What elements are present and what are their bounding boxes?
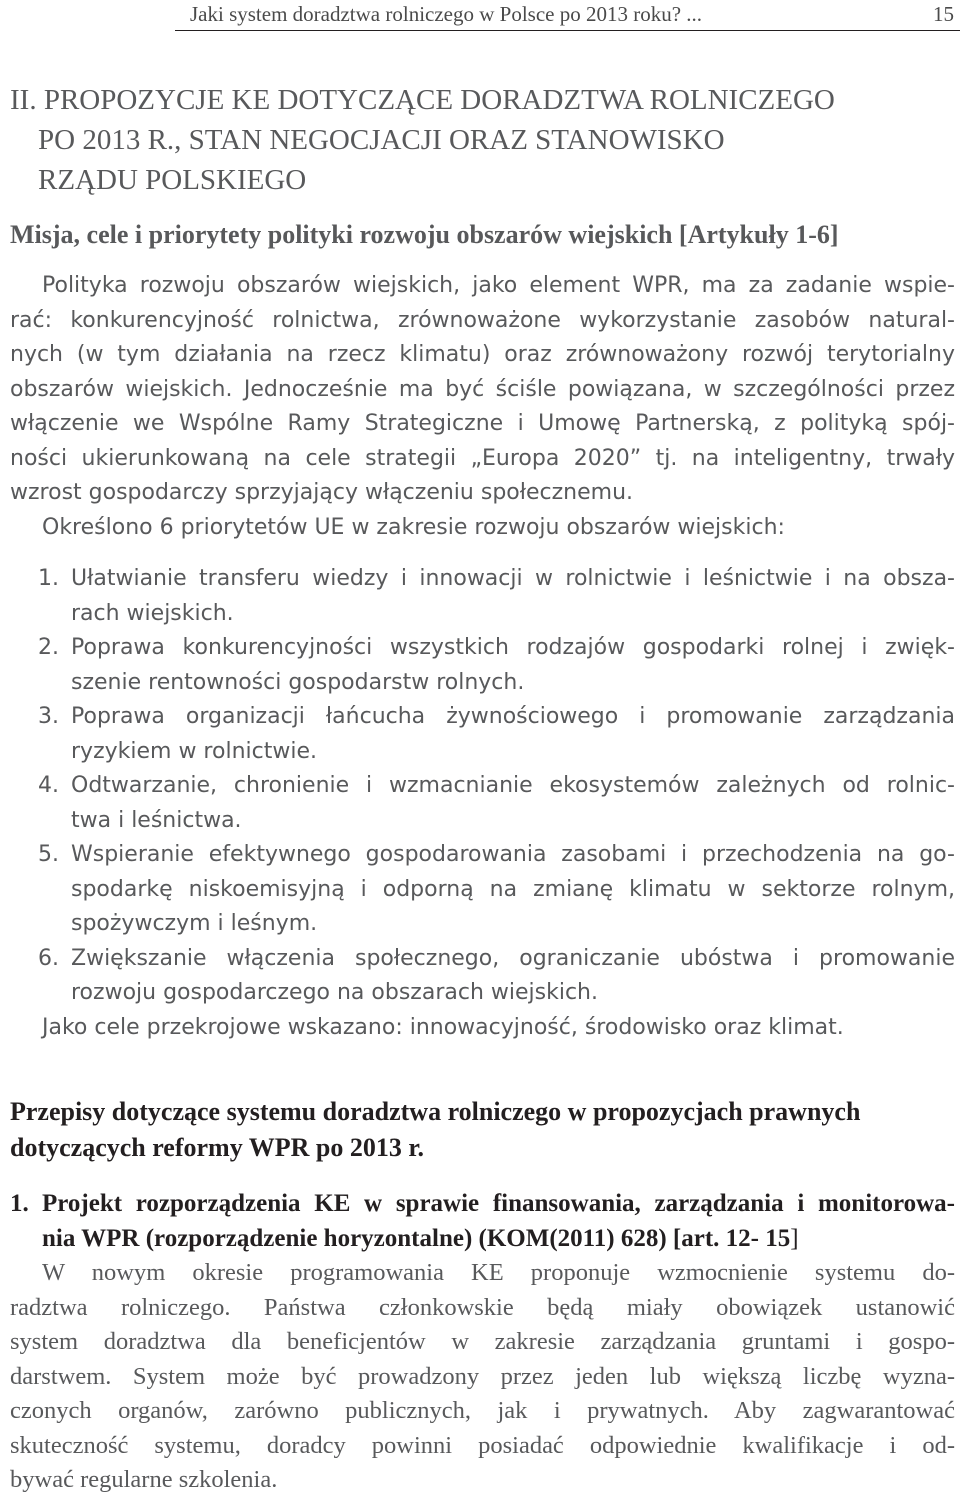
list-item-text: Zwiększanie włączenia społecznego, ograniczanie ubóstwa i promowanie	[71, 945, 955, 971]
list-item-line	[10, 700, 955, 735]
list-item	[10, 700, 955, 769]
paragraph-line: włączenie we Wspólne Ramy Strategiczne i Umowę Partnerską, z polityką spój-	[10, 411, 955, 436]
list-item-line: spodarkę niskoemisyjną i odporną na zmianę klimatu w sektorze rolnym,	[71, 876, 955, 902]
chapter-title-line: PO 2013 R., STAN NEGOCJACJI ORAZ STANOWISKO	[38, 124, 725, 156]
list-item-text: Wspieranie efektywnego gospodarowania zasobami i przechodzenia na go-	[71, 842, 955, 867]
chapter-title	[10, 80, 940, 200]
project-heading-line	[10, 1186, 955, 1221]
list-item-text: Poprawa organizacji łańcucha żywnościowego i promowanie zarządzania	[71, 704, 955, 729]
crosscutting-goals: Jako cele przekrojowe wskazano: innowacyjność, środowisko oraz klimat.	[42, 1014, 844, 1040]
list-item-number: 2.	[38, 635, 59, 660]
list-item-number: 1.	[38, 566, 59, 591]
list-item-line: rozwoju gospodarczego na obszarach wiejskich.	[71, 980, 598, 1005]
section-heading-line: dotyczących reformy WPR po 2013 r.	[10, 1133, 425, 1162]
list-item-number: 3.	[38, 704, 59, 729]
project-heading	[10, 1186, 955, 1256]
chapter-title-line: II. PROPOZYCJE KE DOTYCZĄCE DORADZTWA ROLNICZEGO	[10, 84, 835, 116]
project-heading-line	[10, 1221, 955, 1256]
list-item	[10, 562, 955, 631]
list-item-line: twa i leśnictwa.	[71, 807, 242, 833]
list-item-line: rach wiejskich.	[71, 600, 234, 626]
chapter-title-line: RZĄDU POLSKIEGO	[38, 164, 307, 196]
list-item-number: 4.	[38, 773, 59, 798]
list-item-text: Odtwarzanie, chronienie i wzmacnianie ekosystemów zależnych od rolnic-	[71, 773, 955, 798]
list-item-line	[10, 838, 955, 873]
list-item-number: 6.	[38, 945, 59, 971]
page-number: 15	[933, 2, 954, 26]
project-number: 1.	[10, 1190, 29, 1217]
list-item-line: spożywczym i leśnym.	[71, 911, 318, 936]
paragraph-line: ności ukierunkowaną na cele strategii „Europa 2020” tj. na inteligentny, trwały	[10, 445, 955, 471]
list-item	[10, 838, 955, 942]
intro-paragraph	[10, 269, 955, 545]
list-item-line: szenie rentowności gospodarstw rolnych.	[71, 669, 525, 695]
paragraph-line: radztwa rolniczego. Państwa członkowskie będą miały obowiązek ustanowić	[10, 1293, 955, 1321]
list-item-line	[10, 942, 955, 977]
list-item	[10, 631, 955, 700]
list-item-line	[10, 769, 955, 804]
section-heading-line: Przepisy dotyczące systemu doradztwa rolniczego w propozycjach prawnych	[10, 1097, 861, 1126]
body-paragraph	[10, 1256, 955, 1498]
paragraph-line: system doradztwa dla beneficjentów w zakresie zarządzania gruntami i gospo-	[10, 1328, 955, 1355]
running-header	[175, 0, 960, 31]
subsection-heading: Misja, cele i priorytety polityki rozwoju obszarów wiejskich [Artykuły 1-6]	[10, 220, 839, 249]
list-item-line	[10, 562, 955, 597]
running-header-title: Jaki system doradztwa rolniczego w Polsce po 2013 roku? ...	[190, 2, 703, 26]
paragraph-line: skuteczność systemu, doradcy powinni posiadać odpowiednie kwalifikacje i od-	[10, 1431, 955, 1459]
project-title: Projekt rozporządzenia KE w sprawie finansowania, zarządzania i monitorowa-	[42, 1190, 955, 1217]
project-title-bracket: ]	[790, 1225, 799, 1252]
priorities-intro: Określono 6 priorytetów UE w zakresie rozwoju obszarów wiejskich:	[42, 514, 785, 540]
list-item-line: ryzykiem w rolnictwie.	[71, 738, 317, 764]
paragraph-line: Polityka rozwoju obszarów wiejskich, jako element WPR, ma za zadanie wspie-	[42, 273, 955, 298]
list-item-text: Ułatwianie transferu wiedzy i innowacji w rolnictwie i leśnictwie i na obsza-	[71, 566, 955, 591]
paragraph-line: wzrost gospodarczy sprzyjający włączeniu społecznemu.	[10, 480, 634, 505]
paragraph-line: rać: konkurencyjność rolnictwa, zrównoważone wykorzystanie zasobów natural-	[10, 307, 955, 333]
list-item-text: Poprawa konkurencyjności wszystkich rodzajów gospodarki rolnej i zwięk-	[71, 635, 955, 660]
list-item	[10, 942, 955, 1011]
list-item-line	[10, 631, 955, 666]
paragraph-line: bywać regularne szkolenia.	[10, 1466, 278, 1493]
project-title-cont: nia WPR (rozporządzenie horyzontalne) (KOM(2011) 628) [art. 12- 15	[42, 1225, 791, 1252]
priorities-list	[10, 562, 955, 1045]
section-heading	[10, 1094, 955, 1166]
list-item	[10, 769, 955, 838]
paragraph-line: darstwem. System może być prowadzony przez jeden lub większą liczbę wyzna-	[10, 1362, 955, 1390]
paragraph-line: nych (w tym działania na rzecz klimatu) oraz zrównoważony rozwój terytorialny	[10, 342, 955, 367]
list-item-number: 5.	[38, 842, 59, 867]
paragraph-line: obszarów wiejskich. Jednocześnie ma być ściśle powiązana, w szczególności przez	[10, 376, 955, 402]
paragraph-line: czonych organów, zarówno publicznych, jak i prywatnych. Aby zagwarantować	[10, 1397, 955, 1424]
paragraph-line: W nowym okresie programowania KE proponuje wzmocnienie systemu do-	[42, 1259, 955, 1286]
